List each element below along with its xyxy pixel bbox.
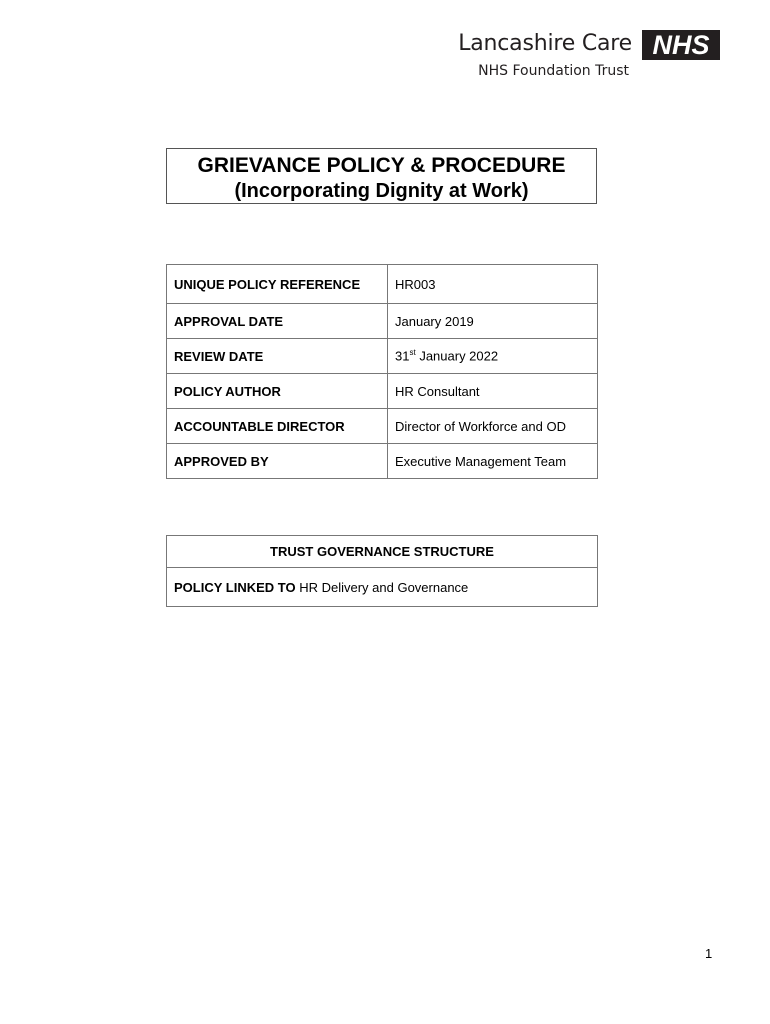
row-value: Director of Workforce and OD xyxy=(388,409,598,444)
row-label: POLICY AUTHOR xyxy=(167,374,388,409)
document-title: GRIEVANCE POLICY & PROCEDURE xyxy=(197,154,566,177)
review-day-suffix: st xyxy=(409,348,416,358)
nhs-trust-logo xyxy=(430,28,720,88)
policy-linked-label: POLICY LINKED TO xyxy=(174,579,296,595)
row-label: UNIQUE POLICY REFERENCE xyxy=(167,265,388,304)
governance-linked-row xyxy=(167,568,598,607)
table-row xyxy=(167,304,598,339)
row-label: APPROVAL DATE xyxy=(167,304,388,339)
row-value: Executive Management Team xyxy=(388,444,598,479)
row-value: January 2019 xyxy=(388,304,598,339)
table-row xyxy=(167,374,598,409)
row-value: HR003 xyxy=(388,265,598,304)
logo-subtitle: NHS Foundation Trust xyxy=(478,63,629,79)
policy-info-table xyxy=(166,264,598,479)
row-label: REVIEW DATE xyxy=(167,339,388,374)
table-row xyxy=(167,339,598,374)
review-day: 31 xyxy=(395,348,410,364)
governance-heading-row xyxy=(167,536,598,568)
governance-table xyxy=(166,535,598,607)
table-row xyxy=(167,409,598,444)
page-number: 1 xyxy=(705,946,713,961)
row-value: HR Consultant xyxy=(388,374,598,409)
table-row xyxy=(167,444,598,479)
policy-linked-value: HR Delivery and Governance xyxy=(295,579,469,595)
document-subtitle: (Incorporating Dignity at Work) xyxy=(234,180,529,202)
row-value xyxy=(388,339,598,374)
logo-org-name: Lancashire Care xyxy=(458,31,632,56)
document-title-box xyxy=(166,148,597,204)
review-month-year: January 2022 xyxy=(415,348,499,364)
row-label: APPROVED BY xyxy=(167,444,388,479)
row-label: ACCOUNTABLE DIRECTOR xyxy=(167,409,388,444)
governance-linked-cell xyxy=(167,568,598,607)
governance-heading: TRUST GOVERNANCE STRUCTURE xyxy=(167,536,598,568)
table-row xyxy=(167,265,598,304)
nhs-logo-badge: NHS xyxy=(642,30,720,60)
